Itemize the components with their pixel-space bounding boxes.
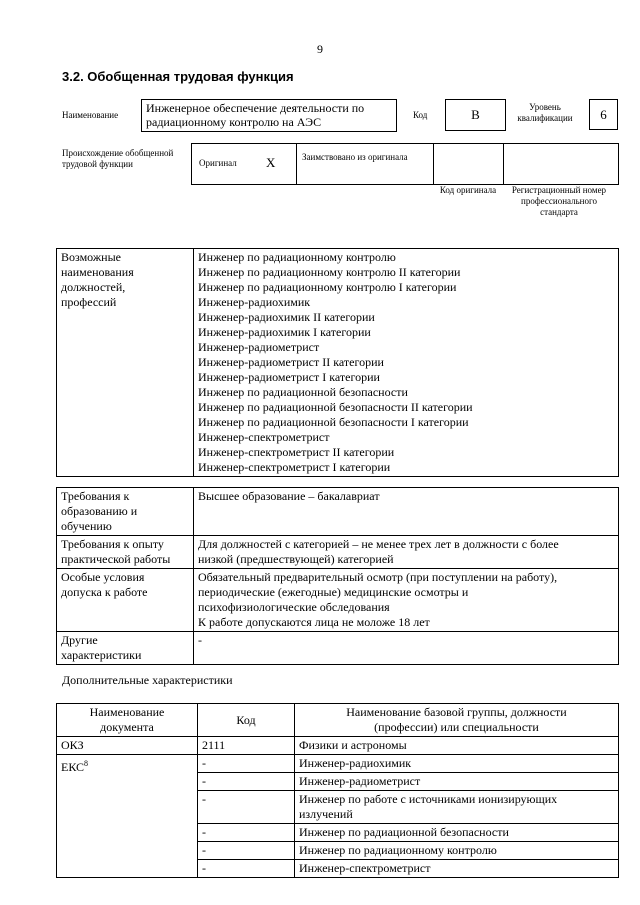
eks-name: Инженер по радиационному контролю — [295, 842, 619, 860]
okz-code: 2111 — [198, 737, 295, 755]
name-label: Наименование — [62, 110, 119, 120]
original-label: Оригинал — [199, 158, 237, 168]
code-value-box — [445, 99, 506, 131]
requirement-label: Особые условия допуска к работе — [57, 569, 194, 632]
okz-label: ОКЗ — [57, 737, 198, 755]
eks-code: - — [198, 791, 295, 824]
list-item: Инженер-спектрометрист II категории — [198, 445, 395, 459]
name-value-box — [141, 99, 397, 132]
eks-code: - — [198, 842, 295, 860]
positions-list — [194, 249, 619, 477]
list-item: Инженер-радиометрист II категории — [198, 355, 384, 369]
eks-name: Инженер по работе с источниками ионизирующих излучений — [295, 791, 619, 824]
code-label: Код — [413, 110, 428, 120]
col-name-header: Наименование базовой группы, должности (профессии) или специальности — [295, 704, 619, 737]
table-row — [57, 755, 619, 773]
positions-table — [56, 248, 619, 477]
list-item: Инженер по радиационной безопасности I категории — [198, 415, 469, 429]
eks-code: - — [198, 773, 295, 791]
list-item: Инженер по радиационной безопасности II категории — [198, 400, 473, 414]
requirement-value: Для должностей с категорией – не менее трех лет в должности с более низкой (предшествующей) категорией — [194, 536, 619, 569]
list-item: Инженер-радиохимик — [198, 295, 311, 309]
eks-code: - — [198, 824, 295, 842]
list-item: Инженер по радиационному контролю — [198, 250, 396, 264]
origin-label: Происхождение обобщенной трудовой функции — [62, 148, 174, 169]
positions-label: Возможные наименования должностей, профессий — [57, 249, 194, 477]
extra-title: Дополнительные характеристики — [62, 673, 233, 687]
extra-table — [56, 703, 619, 878]
requirement-value: Высшее образование – бакалавриат — [194, 488, 619, 536]
requirement-label: Другие характеристики — [57, 632, 194, 665]
table-row — [57, 488, 619, 536]
original-mark: X — [266, 155, 276, 170]
level-value-box — [589, 99, 618, 130]
eks-label: ЕКС — [61, 760, 85, 774]
okz-name: Физики и астрономы — [295, 737, 619, 755]
requirements-table — [56, 487, 619, 665]
list-item: Инженер по радиационному контролю I категории — [198, 280, 457, 294]
list-item: Инженер по радиационному контролю II категории — [198, 265, 461, 279]
eks-label-cell — [57, 755, 198, 878]
requirement-label: Требования к опыту практической работы — [57, 536, 194, 569]
reg-number-label: Регистрационный номер профессионального стандарта — [511, 185, 607, 217]
eks-name: Инженер по радиационной безопасности — [295, 824, 619, 842]
borrowed-label: Заимствовано из оригинала — [302, 152, 408, 162]
eks-name: Инженер-радиохимик — [295, 755, 619, 773]
table-row — [57, 704, 619, 737]
eks-footnote: 8 — [84, 759, 89, 768]
col-code-header: Код — [198, 704, 295, 737]
list-item: Инженер по радиационной безопасности — [198, 385, 408, 399]
list-item: Инженер-спектрометрист I категории — [198, 460, 391, 474]
name-value: Инженерное обеспечение деятельности по радиационному контролю на АЭС — [146, 101, 365, 129]
col-doc-header: Наименование документа — [57, 704, 198, 737]
code-original-label: Код оригинала — [439, 185, 497, 195]
list-item: Инженер-радиометрист — [198, 340, 320, 354]
code-value: B — [471, 107, 480, 122]
table-row — [57, 632, 619, 665]
section-title: 3.2. Обобщенная трудовая функция — [62, 69, 294, 84]
requirement-value: Обязательный предварительный осмотр (при поступлении на работу), периодические (ежегодные) медицинские осмотры и психофизиологические обследования К работе допускаются лица не моложе 18 лет — [194, 569, 619, 632]
eks-code: - — [198, 860, 295, 878]
requirement-value: - — [194, 632, 619, 665]
list-item: Инженер-радиохимик I категории — [198, 325, 371, 339]
eks-name: Инженер-радиометрист — [295, 773, 619, 791]
list-item: Инженер-радиохимик II категории — [198, 310, 375, 324]
page-number: 9 — [317, 42, 323, 56]
table-row — [57, 737, 619, 755]
level-label: Уровень квалификации — [517, 102, 573, 123]
origin-box — [191, 143, 619, 185]
eks-code: - — [198, 755, 295, 773]
table-row — [57, 536, 619, 569]
table-row — [57, 569, 619, 632]
level-value: 6 — [600, 107, 607, 122]
eks-name: Инженер-спектрометрист — [295, 860, 619, 878]
list-item: Инженер-радиометрист I категории — [198, 370, 380, 384]
requirement-label: Требования к образованию и обучению — [57, 488, 194, 536]
list-item: Инженер-спектрометрист — [198, 430, 330, 444]
